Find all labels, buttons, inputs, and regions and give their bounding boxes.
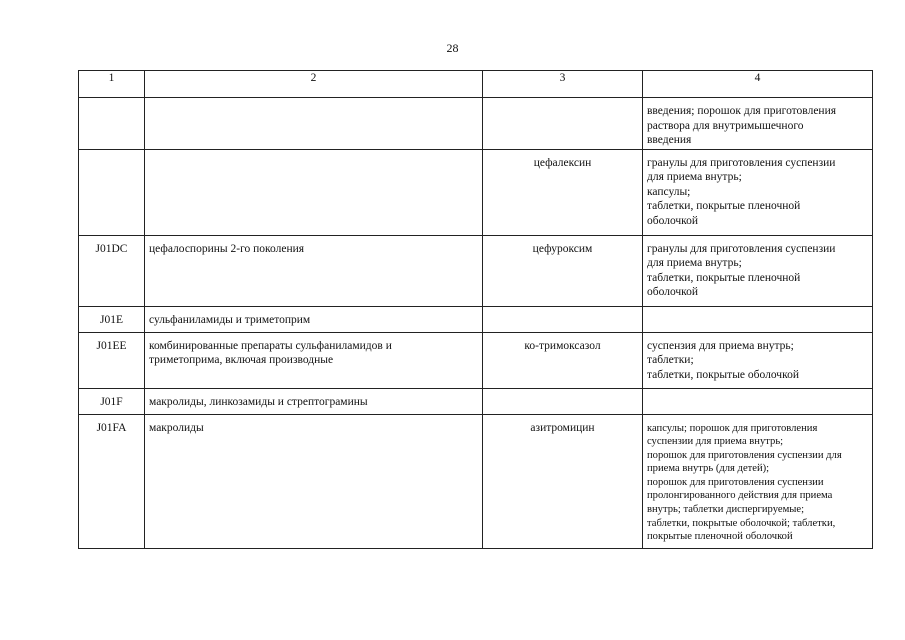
atc-code-cell: J01FA bbox=[79, 414, 145, 548]
dosage-forms-cell bbox=[643, 98, 873, 150]
dosage-form-line: гранулы для приготовления суспензии bbox=[647, 242, 836, 255]
medication-table bbox=[78, 70, 873, 549]
group-name-cell bbox=[145, 388, 483, 414]
dosage-form-line: внутрь; таблетки диспергируемые; bbox=[647, 504, 805, 516]
column-header-3: 3 bbox=[483, 71, 643, 98]
dosage-form-line: приема внутрь (для детей); bbox=[647, 463, 770, 475]
dosage-forms-cell bbox=[643, 149, 873, 235]
dosage-form-line: таблетки, покрытые пленочной bbox=[647, 271, 801, 284]
dosage-forms-cell bbox=[643, 235, 873, 306]
dosage-form-line: покрытые пленочной оболочкой bbox=[647, 531, 793, 543]
dosage-form-line: введения; порошок для приготовления bbox=[647, 105, 837, 117]
atc-code-cell bbox=[79, 149, 145, 235]
column-header-2: 2 bbox=[145, 71, 483, 98]
dosage-forms-cell bbox=[643, 332, 873, 388]
group-name-line: триметоприма, включая производные bbox=[149, 354, 334, 366]
group-name-cell bbox=[145, 414, 483, 548]
group-name-line: сульфаниламиды и триметоприм bbox=[149, 313, 311, 326]
group-name-cell bbox=[145, 332, 483, 388]
group-name-line: макролиды bbox=[149, 421, 204, 434]
dosage-form-line: капсулы; bbox=[647, 185, 691, 198]
atc-code-cell: J01F bbox=[79, 388, 145, 414]
drug-name-cell: цефуроксим bbox=[483, 235, 643, 306]
table-row bbox=[79, 388, 873, 414]
table-row bbox=[79, 98, 873, 150]
atc-code-cell: J01E bbox=[79, 306, 145, 332]
dosage-form-line: введения bbox=[647, 134, 692, 146]
table-row bbox=[79, 306, 873, 332]
dosage-form-line: порошок для приготовления суспензии bbox=[647, 476, 824, 488]
table-row bbox=[79, 414, 873, 548]
dosage-form-line: таблетки; bbox=[647, 354, 694, 366]
dosage-forms-cell bbox=[643, 388, 873, 414]
dosage-form-line: таблетки, покрытые оболочкой bbox=[647, 368, 799, 381]
group-name-cell bbox=[145, 98, 483, 150]
table-row bbox=[79, 332, 873, 388]
group-name-line: комбинированные препараты сульфаниламидов и bbox=[149, 339, 392, 352]
dosage-form-line: таблетки, покрытые пленочной bbox=[647, 200, 801, 212]
atc-code-cell bbox=[79, 98, 145, 150]
group-name-line: макролиды, линкозамиды и стрептограмины bbox=[149, 395, 368, 408]
table-header-row bbox=[79, 71, 873, 98]
table-row bbox=[79, 235, 873, 306]
column-header-4: 4 bbox=[643, 71, 873, 98]
dosage-form-line: суспензия для приема внутрь; bbox=[647, 339, 794, 352]
dosage-forms-cell bbox=[643, 414, 873, 548]
dosage-form-line: для приема внутрь; bbox=[647, 171, 742, 183]
dosage-form-line: суспензии для приема внутрь; bbox=[647, 436, 784, 448]
drug-name-cell bbox=[483, 306, 643, 332]
page-number: 28 bbox=[446, 41, 459, 55]
dosage-form-line: для приема внутрь; bbox=[647, 257, 742, 269]
drug-name-cell: цефалексин bbox=[483, 149, 643, 235]
drug-name-cell bbox=[483, 388, 643, 414]
column-header-1: 1 bbox=[79, 71, 145, 98]
dosage-form-line: оболочкой bbox=[647, 286, 699, 298]
atc-code-cell: J01DC bbox=[79, 235, 145, 306]
dosage-forms-cell bbox=[643, 306, 873, 332]
drug-name-cell: азитромицин bbox=[483, 414, 643, 548]
dosage-form-line: таблетки, покрытые оболочкой; таблетки, bbox=[647, 517, 836, 529]
dosage-form-line: раствора для внутримышечного bbox=[647, 119, 804, 132]
dosage-form-line: порошок для приготовления суспензии для bbox=[647, 449, 842, 461]
group-name-cell bbox=[145, 306, 483, 332]
drug-name-cell: ко-тримоксазол bbox=[483, 332, 643, 388]
dosage-form-line: гранулы для приготовления суспензии bbox=[647, 156, 836, 169]
atc-code-cell: J01EE bbox=[79, 332, 145, 388]
group-name-line: цефалоспорины 2-го поколения bbox=[149, 242, 305, 255]
drug-name-cell bbox=[483, 98, 643, 150]
dosage-form-line: пролонгированного действия для приема bbox=[647, 490, 833, 502]
dosage-form-line: оболочкой bbox=[647, 214, 699, 227]
group-name-cell bbox=[145, 149, 483, 235]
group-name-cell bbox=[145, 235, 483, 306]
dosage-form-line: капсулы; порошок для приготовления bbox=[647, 422, 818, 434]
table-row bbox=[79, 149, 873, 235]
